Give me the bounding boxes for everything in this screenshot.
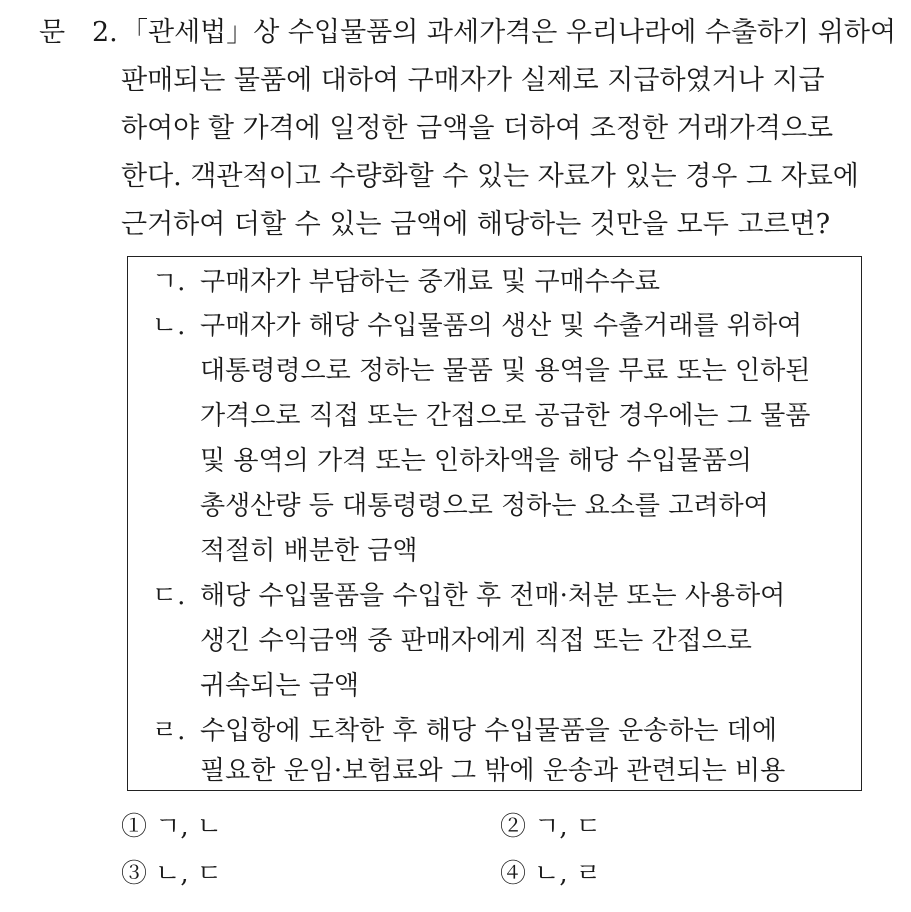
- option-1[interactable]: ① ㄱ, ㄴ: [121, 812, 223, 842]
- item-line: 구매자가 부담하는 중개료 및 구매수수료: [200, 267, 661, 297]
- question-line: 판매되는 물품에 대하여 구매자가 실제로 지급하였거나 지급: [121, 65, 825, 96]
- item-marker: ㄴ.: [152, 311, 186, 341]
- item-line: 구매자가 해당 수입물품의 생산 및 수출거래를 위하여: [200, 311, 803, 341]
- question-line: 근거하여 더할 수 있는 금액에 해당하는 것만을 모두 고르면?: [121, 209, 831, 240]
- question-line: 「관세법」상 수입물품의 과세가격은 우리나라에 수출하기 위하여: [121, 17, 897, 48]
- item-line: 가격으로 직접 또는 간접으로 공급한 경우에는 그 물품: [200, 401, 811, 431]
- option-2[interactable]: ② ㄱ, ㄷ: [500, 812, 602, 842]
- item-line: 및 용역의 가격 또는 인하차액을 해당 수입물품의: [200, 446, 752, 476]
- question-number: 2.: [92, 17, 118, 48]
- item-marker: ㄱ.: [152, 267, 186, 297]
- option-3[interactable]: ③ ㄴ, ㄷ: [121, 859, 223, 889]
- item-line: 해당 수입물품을 수입한 후 전매·처분 또는 사용하여: [200, 581, 786, 611]
- item-line: 귀속되는 금액: [200, 671, 359, 701]
- question-prefix: 문: [39, 17, 66, 48]
- question-line: 한다. 객관적이고 수량화할 수 있는 자료가 있는 경우 그 자료에: [121, 161, 859, 192]
- item-marker: ㄹ.: [152, 716, 186, 746]
- item-line: 적절히 배분한 금액: [200, 536, 418, 566]
- item-line: 총생산량 등 대통령령으로 정하는 요소를 고려하여: [200, 491, 769, 521]
- item-line: 수입항에 도착한 후 해당 수입물품을 운송하는 데에: [200, 716, 778, 746]
- option-4[interactable]: ④ ㄴ, ㄹ: [500, 859, 602, 889]
- item-line: 필요한 운임·보험료와 그 밖에 운송과 관련되는 비용: [200, 756, 786, 786]
- item-marker: ㄷ.: [152, 581, 186, 611]
- item-line: 대통령령으로 정하는 물품 및 용역을 무료 또는 인하된: [200, 356, 811, 386]
- question-line: 하여야 할 가격에 일정한 금액을 더하여 조정한 거래가격으로: [121, 113, 834, 144]
- item-line: 생긴 수익금액 중 판매자에게 직접 또는 간접으로: [200, 626, 752, 656]
